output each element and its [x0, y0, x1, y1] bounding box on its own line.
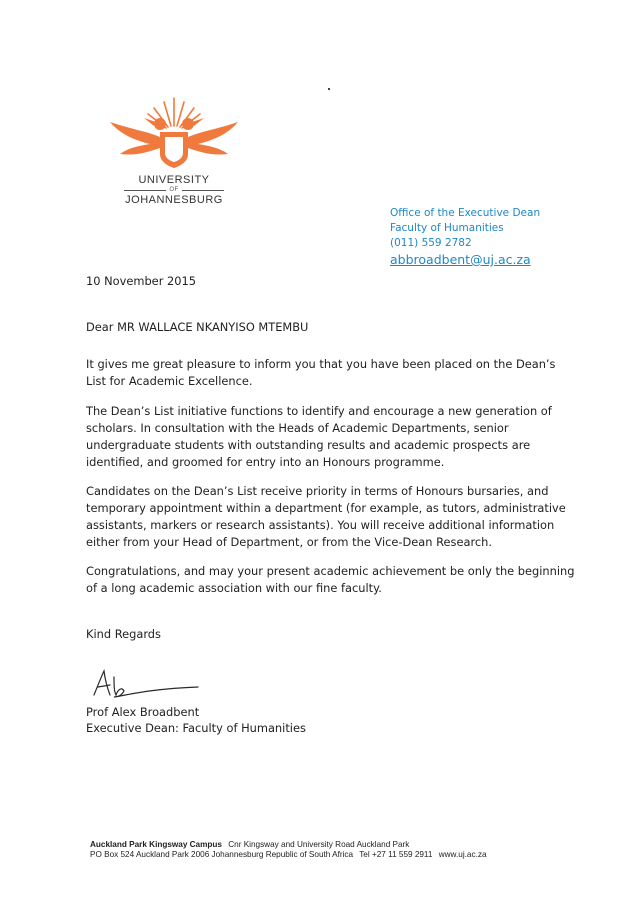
footer-tel: Tel +27 11 559 2911: [359, 850, 433, 859]
university-line1: UNIVERSITY: [138, 174, 210, 186]
footer-po-box: PO Box 524 Auckland Park 2006 Johannesburg Republic of South Africa: [90, 850, 354, 859]
letter-closing: Kind Regards: [86, 627, 161, 641]
office-line1: Office of the Executive Dean: [390, 207, 541, 219]
footer-web-link[interactable]: www.uj.ac.za: [438, 850, 487, 859]
letter-paragraph-4: Congratulations, and may your present academic achievement be only the beginning of a long academic association with our fine faculty.: [86, 564, 575, 595]
university-line3: JOHANNESBURG: [125, 194, 223, 206]
signer-title: Executive Dean: Faculty of Humanities: [86, 721, 306, 735]
university-name: [104, 174, 244, 206]
footer: [90, 840, 491, 860]
letter-date: 10 November 2015: [86, 274, 196, 288]
letter-paragraph-3: Candidates on the Dean’s List receive priority in terms of Honours bursaries, and temporary appointment within a department (for example, as tutors, administrative assistants, markers or research assistants). You will receive additional information either from your Head of Department, or from the Vice-Dean Research.: [86, 484, 566, 549]
office-phone: (011) 559 2782: [390, 237, 472, 249]
signer-block: [86, 704, 576, 736]
footer-line2: [90, 850, 491, 860]
university-line2: OF: [104, 186, 244, 194]
office-line2: Faculty of Humanities: [390, 222, 504, 234]
signer-name: Prof Alex Broadbent: [86, 705, 200, 719]
letter-paragraph-1: It gives me great pleasure to inform you that you have been placed on the Dean’s List for Academic Excellence.: [86, 357, 556, 388]
speck: [328, 88, 330, 90]
letter-paragraph-2: The Dean’s List initiative functions to identify and encourage a new generation of scholars. In consultation with the Heads of Academic Departments, senior undergraduate students with outstanding results and academic prospects are identified, and groomed for entry into an Honours programme.: [86, 404, 552, 469]
footer-line1: [90, 840, 491, 850]
footer-campus: Auckland Park Kingsway Campus: [90, 840, 222, 849]
signature-icon: [88, 665, 208, 701]
letter-salutation: Dear MR WALLACE NKANYISO MTEMBU: [86, 320, 309, 334]
footer-address: Cnr Kingsway and University Road Auckland Park: [228, 840, 410, 849]
logo-emblem-icon: [104, 92, 244, 172]
office-contact: [390, 206, 540, 268]
office-email-link[interactable]: abbroadbent@uj.ac.za: [390, 252, 531, 267]
